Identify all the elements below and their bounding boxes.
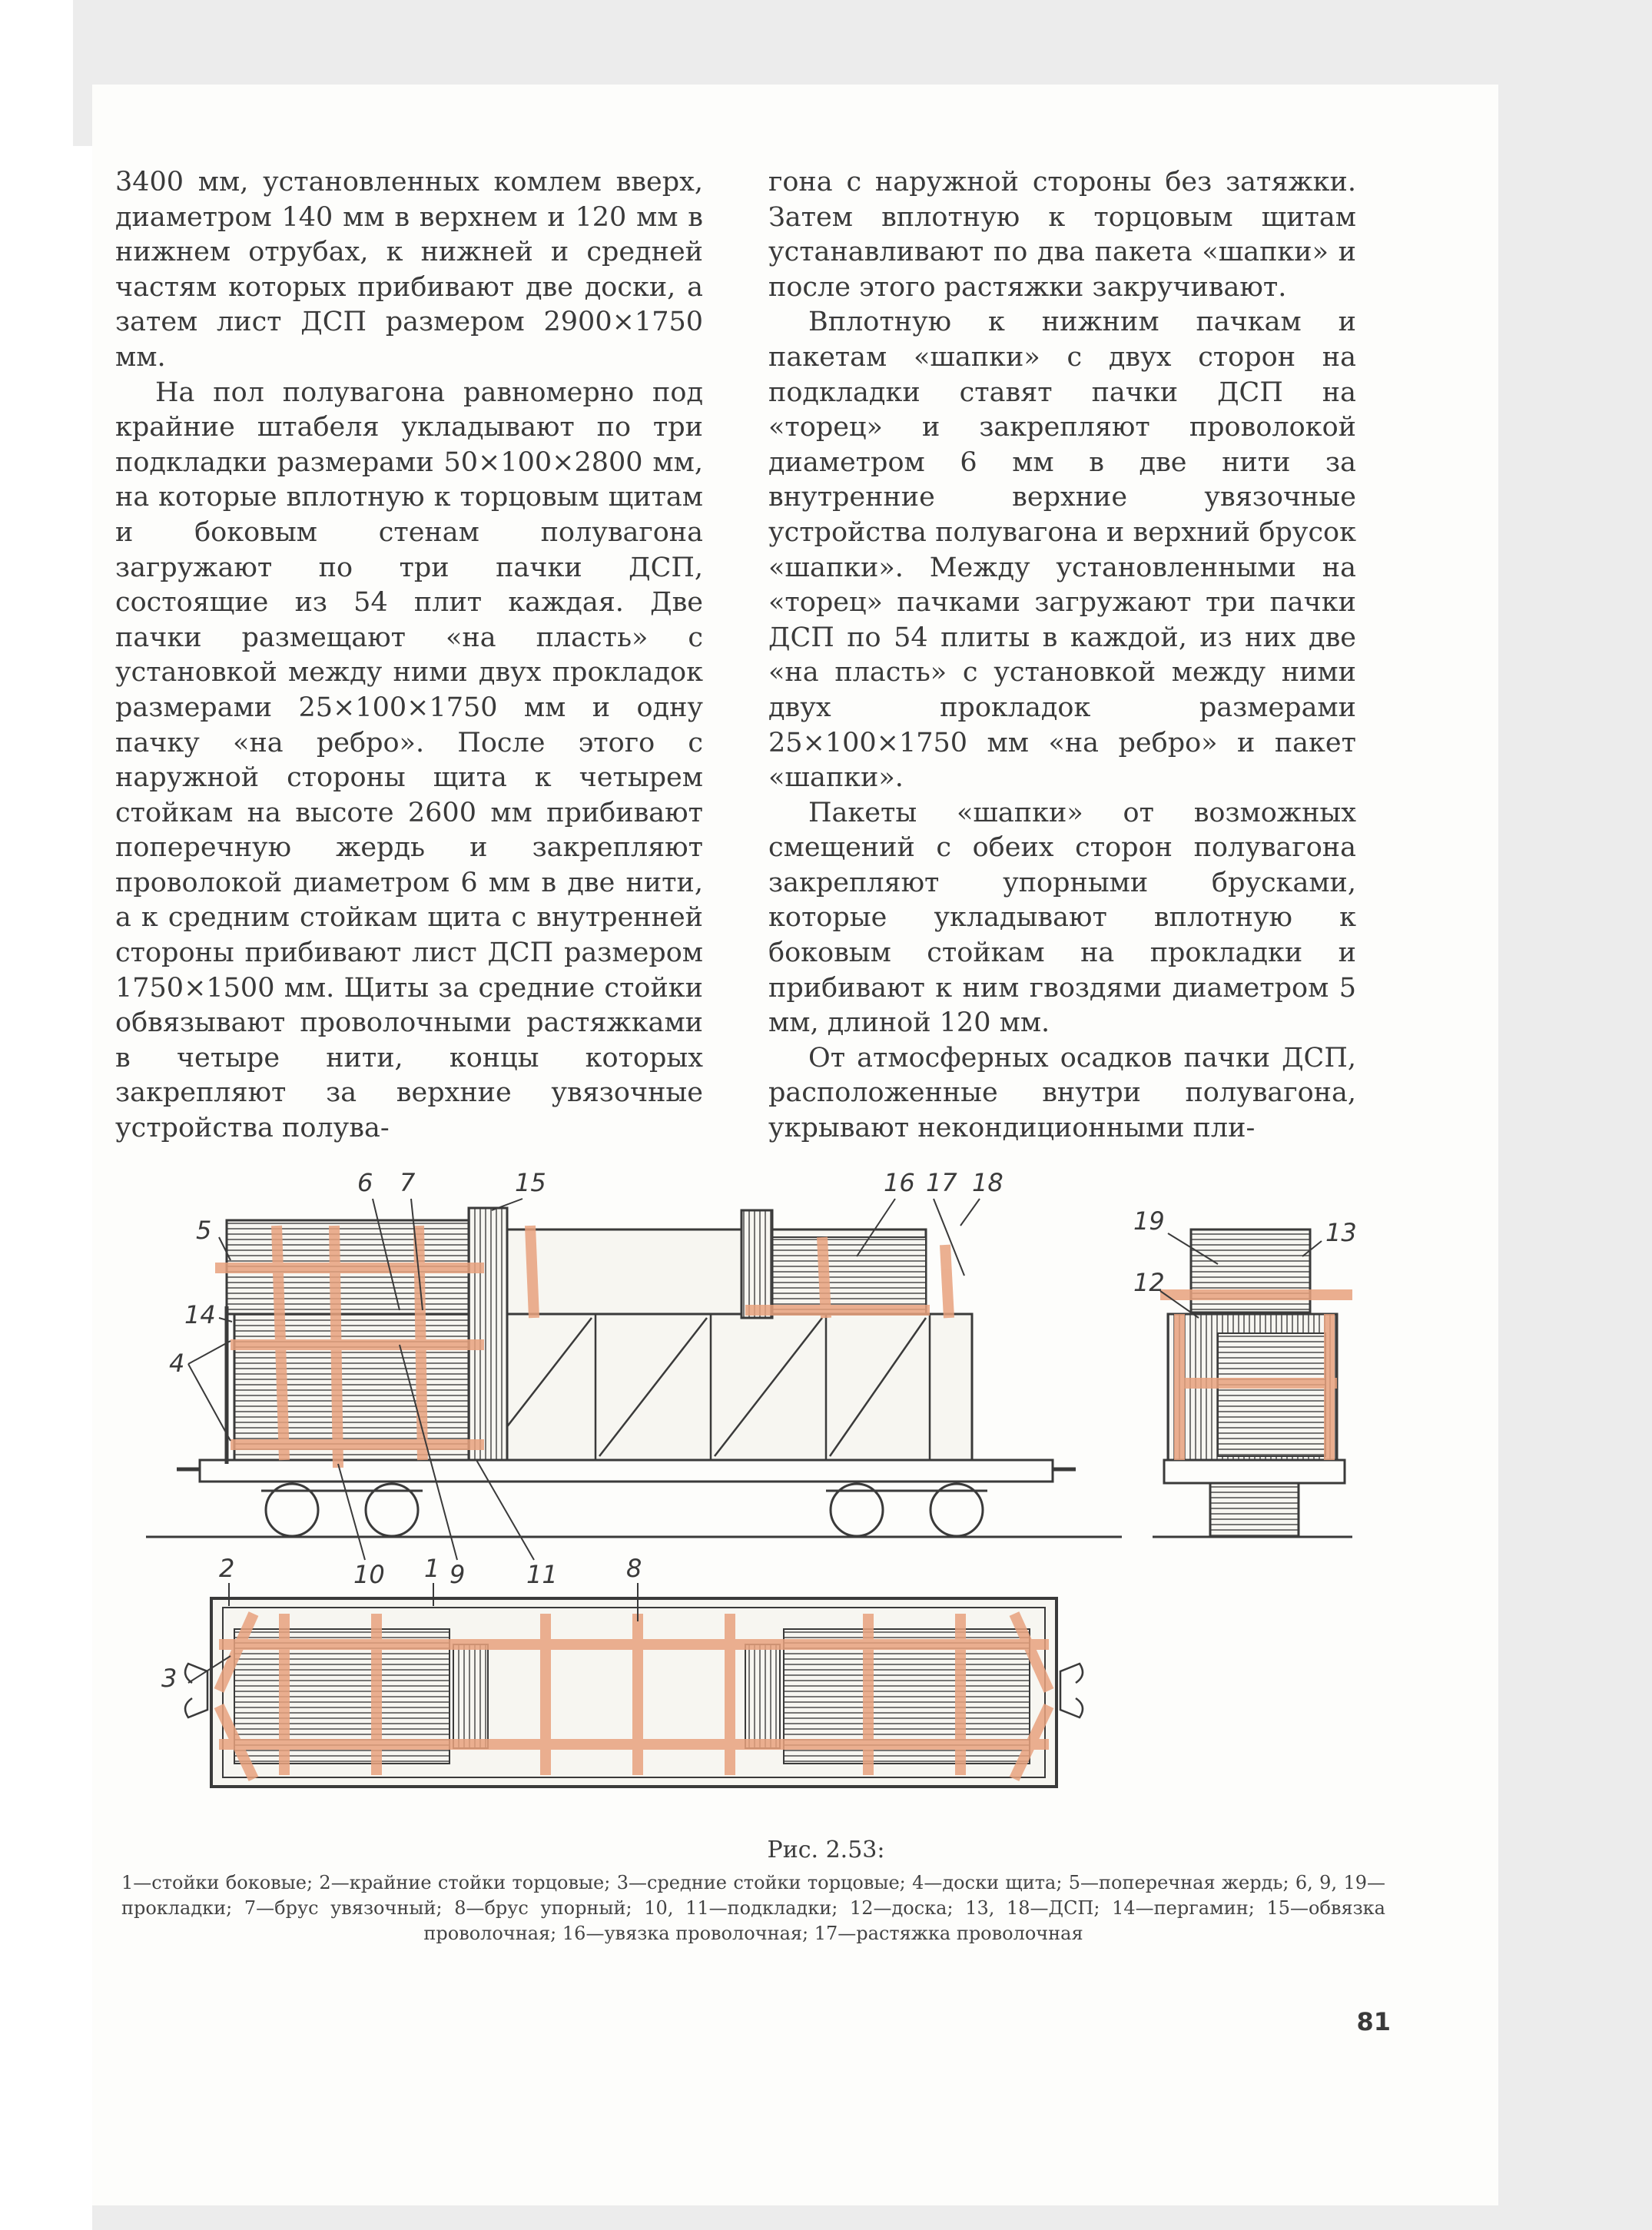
car-wall — [480, 1314, 972, 1460]
label-9: 9 — [449, 1560, 466, 1589]
scan-background-right — [1494, 85, 1652, 2230]
label-3: 3 — [161, 1664, 177, 1693]
paragraph: гона с наружной стороны без затяжки. Затем вплотную к торцовым щитам устанавливают по два пакета «шапки» и после этого растяжки закручивают. — [768, 167, 1356, 303]
plan-vertical-right — [745, 1644, 780, 1748]
paragraph: 3400 мм, установленных комлем вверх, диаметром 140 мм в верхнем и 120 мм в нижнем отрубах, к нижней и средней частям которых прибивают две доски, а затем лист ДСП размером 2900×1750 мм. — [115, 167, 703, 373]
label-14: 14 — [184, 1300, 216, 1329]
paragraph: От атмосферных осадков пачки ДСП, расположенные внутри полувагона, укрывают некондиционными пли- — [768, 1042, 1356, 1144]
label-16: 16 — [884, 1168, 915, 1197]
figure-caption-title: Рис. 2.53: — [767, 1837, 885, 1863]
label-19: 19 — [1133, 1206, 1165, 1236]
end-view — [1153, 1229, 1352, 1537]
label-8: 8 — [626, 1554, 642, 1583]
figure-railcar-loading-scheme — [146, 1153, 1391, 1790]
label-4: 4 — [169, 1349, 185, 1378]
paragraph: Пакеты «шапки» от возможных смещений с обеих сторон полувагона закрепляют упорными брусками, которые укладывают вплотную к боковым стойкам на прокладки и прибивают к ним гвоздями диаметром 5 мм, длиной 120 мм. — [768, 797, 1356, 1039]
paragraph: Вплотную к нижним пачкам и пакетам «шапки» с двух сторон на подкладки ставят пачки ДСП на «торец» и закрепляют проволокой диаметром 6 мм в две нити за внутренние верхние увязочные устройства полувагона и верхний брусок «шапки». Между установленными на «торец» пачками загружают три пачки ДСП по 54 плиты в каждой, из них две «на пласть» с установкой между ними двух прокладок размерами 25×100×1750 мм «на ребро» и пакет «шапки». — [768, 307, 1356, 794]
car-underframe — [200, 1460, 1053, 1482]
label-6: 6 — [357, 1168, 373, 1197]
side-view — [146, 1208, 1122, 1537]
lower-stack-left — [234, 1314, 480, 1460]
figure-caption-legend: 1—стойки боковые; 2—крайние стойки торцовые; 3—средние стойки торцовые; 4—доски щита; 5—поперечная жердь; 6, 9, 19—прокладки; 7—брус увязочный; 8—брус упорный; 10, 11—подкладки; 12—доска; 13, 18—ДСП; 14—пергамин; 15—обвязка проволочная; 16—увязка проволочная; 17—растяжка проволочная — [121, 1872, 1385, 1944]
label-5: 5 — [196, 1216, 212, 1245]
left-text-column — [115, 165, 703, 1147]
label-10: 10 — [353, 1560, 385, 1589]
vertical-stack-right — [741, 1210, 772, 1318]
label-15: 15 — [515, 1168, 546, 1197]
label-1: 1 — [424, 1554, 440, 1583]
label-13: 13 — [1325, 1218, 1357, 1247]
bogies — [261, 1484, 987, 1536]
label-11: 11 — [526, 1560, 558, 1589]
end-frame — [1164, 1460, 1345, 1483]
right-text-column — [768, 165, 1356, 1147]
label-7: 7 — [400, 1168, 416, 1197]
label-18: 18 — [972, 1168, 1003, 1197]
label-2: 2 — [219, 1554, 235, 1583]
label-17: 17 — [926, 1168, 957, 1197]
page-number: 81 — [1356, 2007, 1391, 2036]
label-12: 12 — [1133, 1268, 1165, 1297]
vertical-stack-left — [469, 1208, 507, 1462]
plan-vertical-left — [453, 1644, 488, 1748]
paragraph: На пол полувагона равномерно под крайние штабеля укладывают по три подкладки размерами 50×100×2800 мм, на которые вплотную к торцовым щитам и боковым стенам полувагона загружают по три пачки ДСП, состоящие из 54 плит каждая. Две пачки размещают «на пласть» с установкой между ними двух прокладок размерами 25×100×1750 мм и одну пачку «на ребро». После этого с наружной стороны щита к четырем стойкам на высоте 2600 мм прибивают поперечную жердь и закрепляют проволокой диаметром 6 мм в две нити, а к средним стойкам щита с внутренней стороны прибивают лист ДСП размером 1750×1500 мм. Щиты за средние стойки обвязывают проволочными растяжками в четыре нити, концы которых закрепляют за верхние увязочные устройства полува- — [115, 377, 703, 1144]
plan-view — [185, 1598, 1083, 1787]
end-bogie — [1210, 1483, 1299, 1537]
